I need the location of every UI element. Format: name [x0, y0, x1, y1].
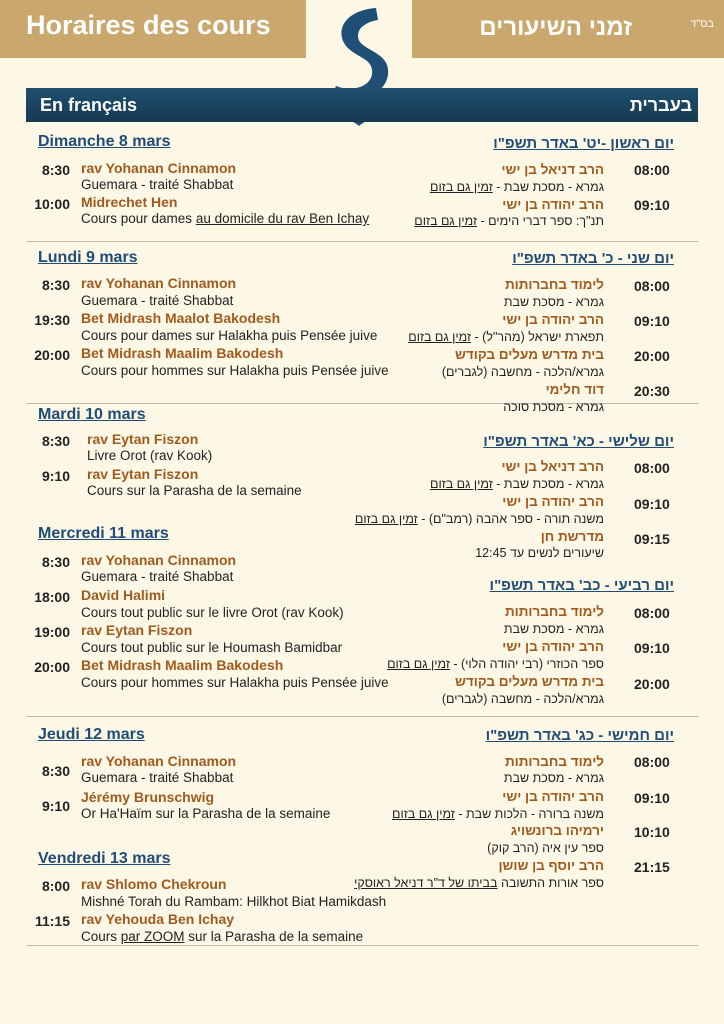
desc-underlined: par ZOOM	[120, 929, 185, 944]
teacher-fr: Midrechet Hen	[81, 194, 178, 210]
course-desc-he	[430, 477, 604, 491]
course-desc-he: גמרא/הלכה - מחשבה (לגברים)	[441, 692, 604, 706]
course-desc-he: שיעורים לנשים עד 12:45	[475, 546, 604, 560]
course-desc-he: גמרא - מסכת שבת	[503, 771, 604, 785]
desc-text: גמרא - מסכת שבת -	[492, 180, 604, 194]
time-he: 09:10	[634, 496, 670, 512]
zoom-note: זמין גם בזום	[429, 477, 493, 491]
section-title-fr: En français	[40, 95, 138, 115]
desc-text: תפארת ישראל (מהר"ל) -	[471, 330, 604, 344]
course-desc-fr: Cours pour hommes sur Halakha puis Pensée juive	[81, 363, 389, 378]
teacher-he: הרב יוסף בן שושן	[498, 858, 604, 873]
course-desc-fr: Cours sur la Parasha de la semaine	[87, 483, 302, 498]
divider	[26, 716, 698, 717]
desc-text: Cours	[81, 929, 121, 944]
teacher-fr: rav Yohanan Cinnamon	[81, 552, 237, 568]
time-he: 20:00	[634, 348, 670, 364]
teacher-he: הרב יהודה בן ישי	[502, 639, 604, 654]
time-fr: 8:00	[41, 878, 70, 894]
teacher-he: ירמיהו ברונשויג	[510, 823, 604, 838]
teacher-fr: David Halimi	[81, 587, 166, 603]
time-fr: 20:00	[34, 347, 70, 363]
course-desc-fr: Guemara - traité Shabbat	[81, 569, 234, 584]
teacher-he: הרב דניאל בן ישי	[501, 459, 604, 474]
time-he: 10:10	[634, 824, 670, 840]
course-desc-he	[354, 876, 604, 890]
desc-text: משנה ברורה - הלכות שבת -	[454, 807, 604, 821]
time-he: 08:00	[634, 605, 670, 621]
time-fr: 9:10	[41, 798, 70, 814]
time-fr: 8:30	[41, 162, 70, 178]
time-he: 09:10	[634, 313, 670, 329]
day-heading-fr: Mardi 10 mars	[38, 406, 146, 423]
desc-text: ספר אורות התשובה	[497, 876, 604, 890]
course-desc-he	[408, 330, 604, 344]
course-desc-he: ספר עין איה (הרב קוק)	[487, 841, 604, 855]
day-heading-fr: Jeudi 12 mars	[38, 726, 145, 743]
course-desc-fr: Guemara - traité Shabbat	[81, 293, 234, 308]
zoom-note: זמין גם בזום	[387, 657, 450, 671]
time-he: 09:10	[634, 790, 670, 806]
time-fr: 10:00	[34, 196, 70, 212]
course-desc-he	[387, 657, 604, 671]
time-fr: 18:00	[34, 589, 70, 605]
teacher-fr: rav Eytan Fiszon	[81, 622, 193, 638]
day-heading-fr: Mercredi 11 mars	[38, 525, 169, 542]
desc-underlined: בביתו של ד"ר דניאל ראוסקי	[354, 876, 498, 890]
course-desc-fr: Livre Orot (rav Kook)	[87, 448, 213, 463]
time-he: 21:15	[634, 859, 670, 875]
time-he: 20:30	[634, 383, 670, 399]
teacher-he: לימוד בחברותות	[504, 277, 604, 292]
teacher-he: בית מדרש מעלים בקודש	[455, 674, 604, 689]
teacher-fr: rav Eytan Fiszon	[87, 466, 199, 482]
zoom-note: זמין גם בזום	[392, 807, 455, 821]
page-title-fr: Horaires des cours	[26, 10, 271, 40]
time-he: 20:00	[634, 676, 670, 692]
zoom-note: זמין גם בזום	[408, 330, 472, 344]
section-title-he: בעברית	[629, 95, 692, 115]
teacher-he: לימוד בחברותות	[504, 754, 604, 769]
teacher-he: דוד חלימי	[545, 382, 604, 397]
page-title-he: זמני השיעורים	[479, 14, 632, 41]
time-fr: 9:10	[41, 468, 70, 484]
time-fr: 8:30	[41, 554, 70, 570]
teacher-he: הרב דניאל בן ישי	[501, 162, 604, 177]
teacher-he: הרב יהודה בן ישי	[502, 197, 604, 212]
teacher-fr: Bet Midrash Maalim Bakodesh	[81, 657, 284, 673]
course-desc-fr	[81, 211, 369, 226]
time-he: 08:00	[634, 754, 670, 770]
teacher-fr: rav Yehouda Ben Ichay	[81, 911, 235, 927]
zoom-note: זמין גם בזום	[414, 214, 478, 228]
day-heading-he: יום ראשון -יט' באדר תשפ"ו	[493, 135, 674, 152]
day-heading-fr: Lundi 9 mars	[38, 249, 138, 266]
time-he: 09:10	[634, 197, 670, 213]
course-desc-fr: Mishné Torah du Rambam: Hilkhot Biat Hamikdash	[81, 894, 387, 909]
desc-underlined: au domicile du rav Ben Ichay	[195, 211, 370, 226]
time-fr: 19:00	[34, 624, 70, 640]
divider	[26, 241, 698, 242]
course-desc-he: גמרא - מסכת סוכה	[503, 400, 604, 414]
desc-text: ספר הכוזרי (רבי יהודה הלוי) -	[449, 657, 604, 671]
day-heading-he: יום שלישי - כא' באדר תשפ"ו	[483, 433, 674, 450]
course-desc-he: גמרא - מסכת שבת	[503, 295, 604, 309]
time-he: 09:15	[634, 531, 670, 547]
course-desc-he: גמרא/הלכה - מחשבה (לגברים)	[441, 365, 604, 379]
teacher-fr: Bet Midrash Maalot Bakodesh	[81, 310, 281, 326]
desc-text: גמרא - מסכת שבת -	[492, 477, 604, 491]
course-desc-fr: Or Ha'Haïm sur la Parasha de la semaine	[81, 806, 331, 821]
teacher-fr: Bet Midrash Maalim Bakodesh	[81, 345, 284, 361]
bsd-mark: בס"ד	[690, 18, 714, 30]
time-fr: 11:15	[34, 913, 70, 929]
day-heading-he: יום שני - כ' באדר תשפ"ו	[512, 250, 674, 267]
course-desc-fr: Cours pour dames sur Halakha puis Pensée juive	[81, 328, 378, 343]
time-he: 09:10	[634, 640, 670, 656]
teacher-fr: rav Yohanan Cinnamon	[81, 275, 237, 291]
time-he: 08:00	[634, 278, 670, 294]
divider	[26, 945, 698, 946]
course-desc-he	[430, 180, 604, 194]
course-desc-fr: Cours tout public sur le Houmash Bamidbar	[81, 640, 343, 655]
course-desc-fr: Guemara - traité Shabbat	[81, 770, 234, 785]
time-he: 08:00	[634, 460, 670, 476]
zoom-note: זמין גם בזום	[354, 512, 418, 526]
course-desc-he	[414, 214, 604, 228]
desc-text: תנ"ך: ספר דברי הימים -	[477, 214, 604, 228]
teacher-fr: rav Eytan Fiszon	[87, 431, 199, 447]
course-desc-he	[392, 807, 604, 821]
time-fr: 20:00	[34, 659, 70, 675]
teacher-he: מדרשת חן	[540, 529, 604, 544]
teacher-he: בית מדרש מעלים בקודש	[455, 347, 604, 362]
course-desc-fr: Guemara - traité Shabbat	[81, 177, 234, 192]
teacher-fr: Jérémy Brunschwig	[81, 789, 215, 805]
course-desc-he: גמרא - מסכת שבת	[503, 622, 604, 636]
day-heading-he: יום רביעי - כב' באדר תשפ"ו	[489, 577, 674, 594]
time-fr: 8:30	[41, 277, 70, 293]
time-he: 08:00	[634, 162, 670, 178]
zoom-note: זמין גם בזום	[429, 180, 493, 194]
teacher-fr: rav Yohanan Cinnamon	[81, 160, 237, 176]
course-desc-fr: Cours pour hommes sur Halakha puis Pensée juive	[81, 675, 389, 690]
day-heading-he: יום חמישי - כג' באדר תשפ"ו	[485, 727, 674, 744]
teacher-fr: rav Yohanan Cinnamon	[81, 753, 237, 769]
teacher-he: לימוד בחברותות	[504, 604, 604, 619]
teacher-fr: rav Shlomo Chekroun	[81, 876, 227, 892]
teacher-he: הרב יהודה בן ישי	[502, 494, 604, 509]
course-desc-fr	[81, 929, 363, 944]
teacher-he: הרב יהודה בן ישי	[502, 312, 604, 327]
time-fr: 8:30	[41, 763, 70, 779]
time-fr: 19:30	[34, 312, 70, 328]
desc-text: sur la Parasha de la semaine	[184, 929, 364, 944]
course-desc-fr: Cours tout public sur le livre Orot (rav Kook)	[81, 605, 344, 620]
day-heading-fr: Vendredi 13 mars	[38, 850, 171, 867]
desc-text: משנה תורה - ספר אהבה (רמב"ם) -	[417, 512, 604, 526]
day-heading-fr: Dimanche 8 mars	[38, 133, 171, 150]
desc-text: Cours pour dames	[81, 211, 196, 226]
course-desc-he	[355, 512, 604, 526]
time-fr: 8:30	[41, 433, 70, 449]
teacher-he: הרב יהודה בן ישי	[502, 789, 604, 804]
